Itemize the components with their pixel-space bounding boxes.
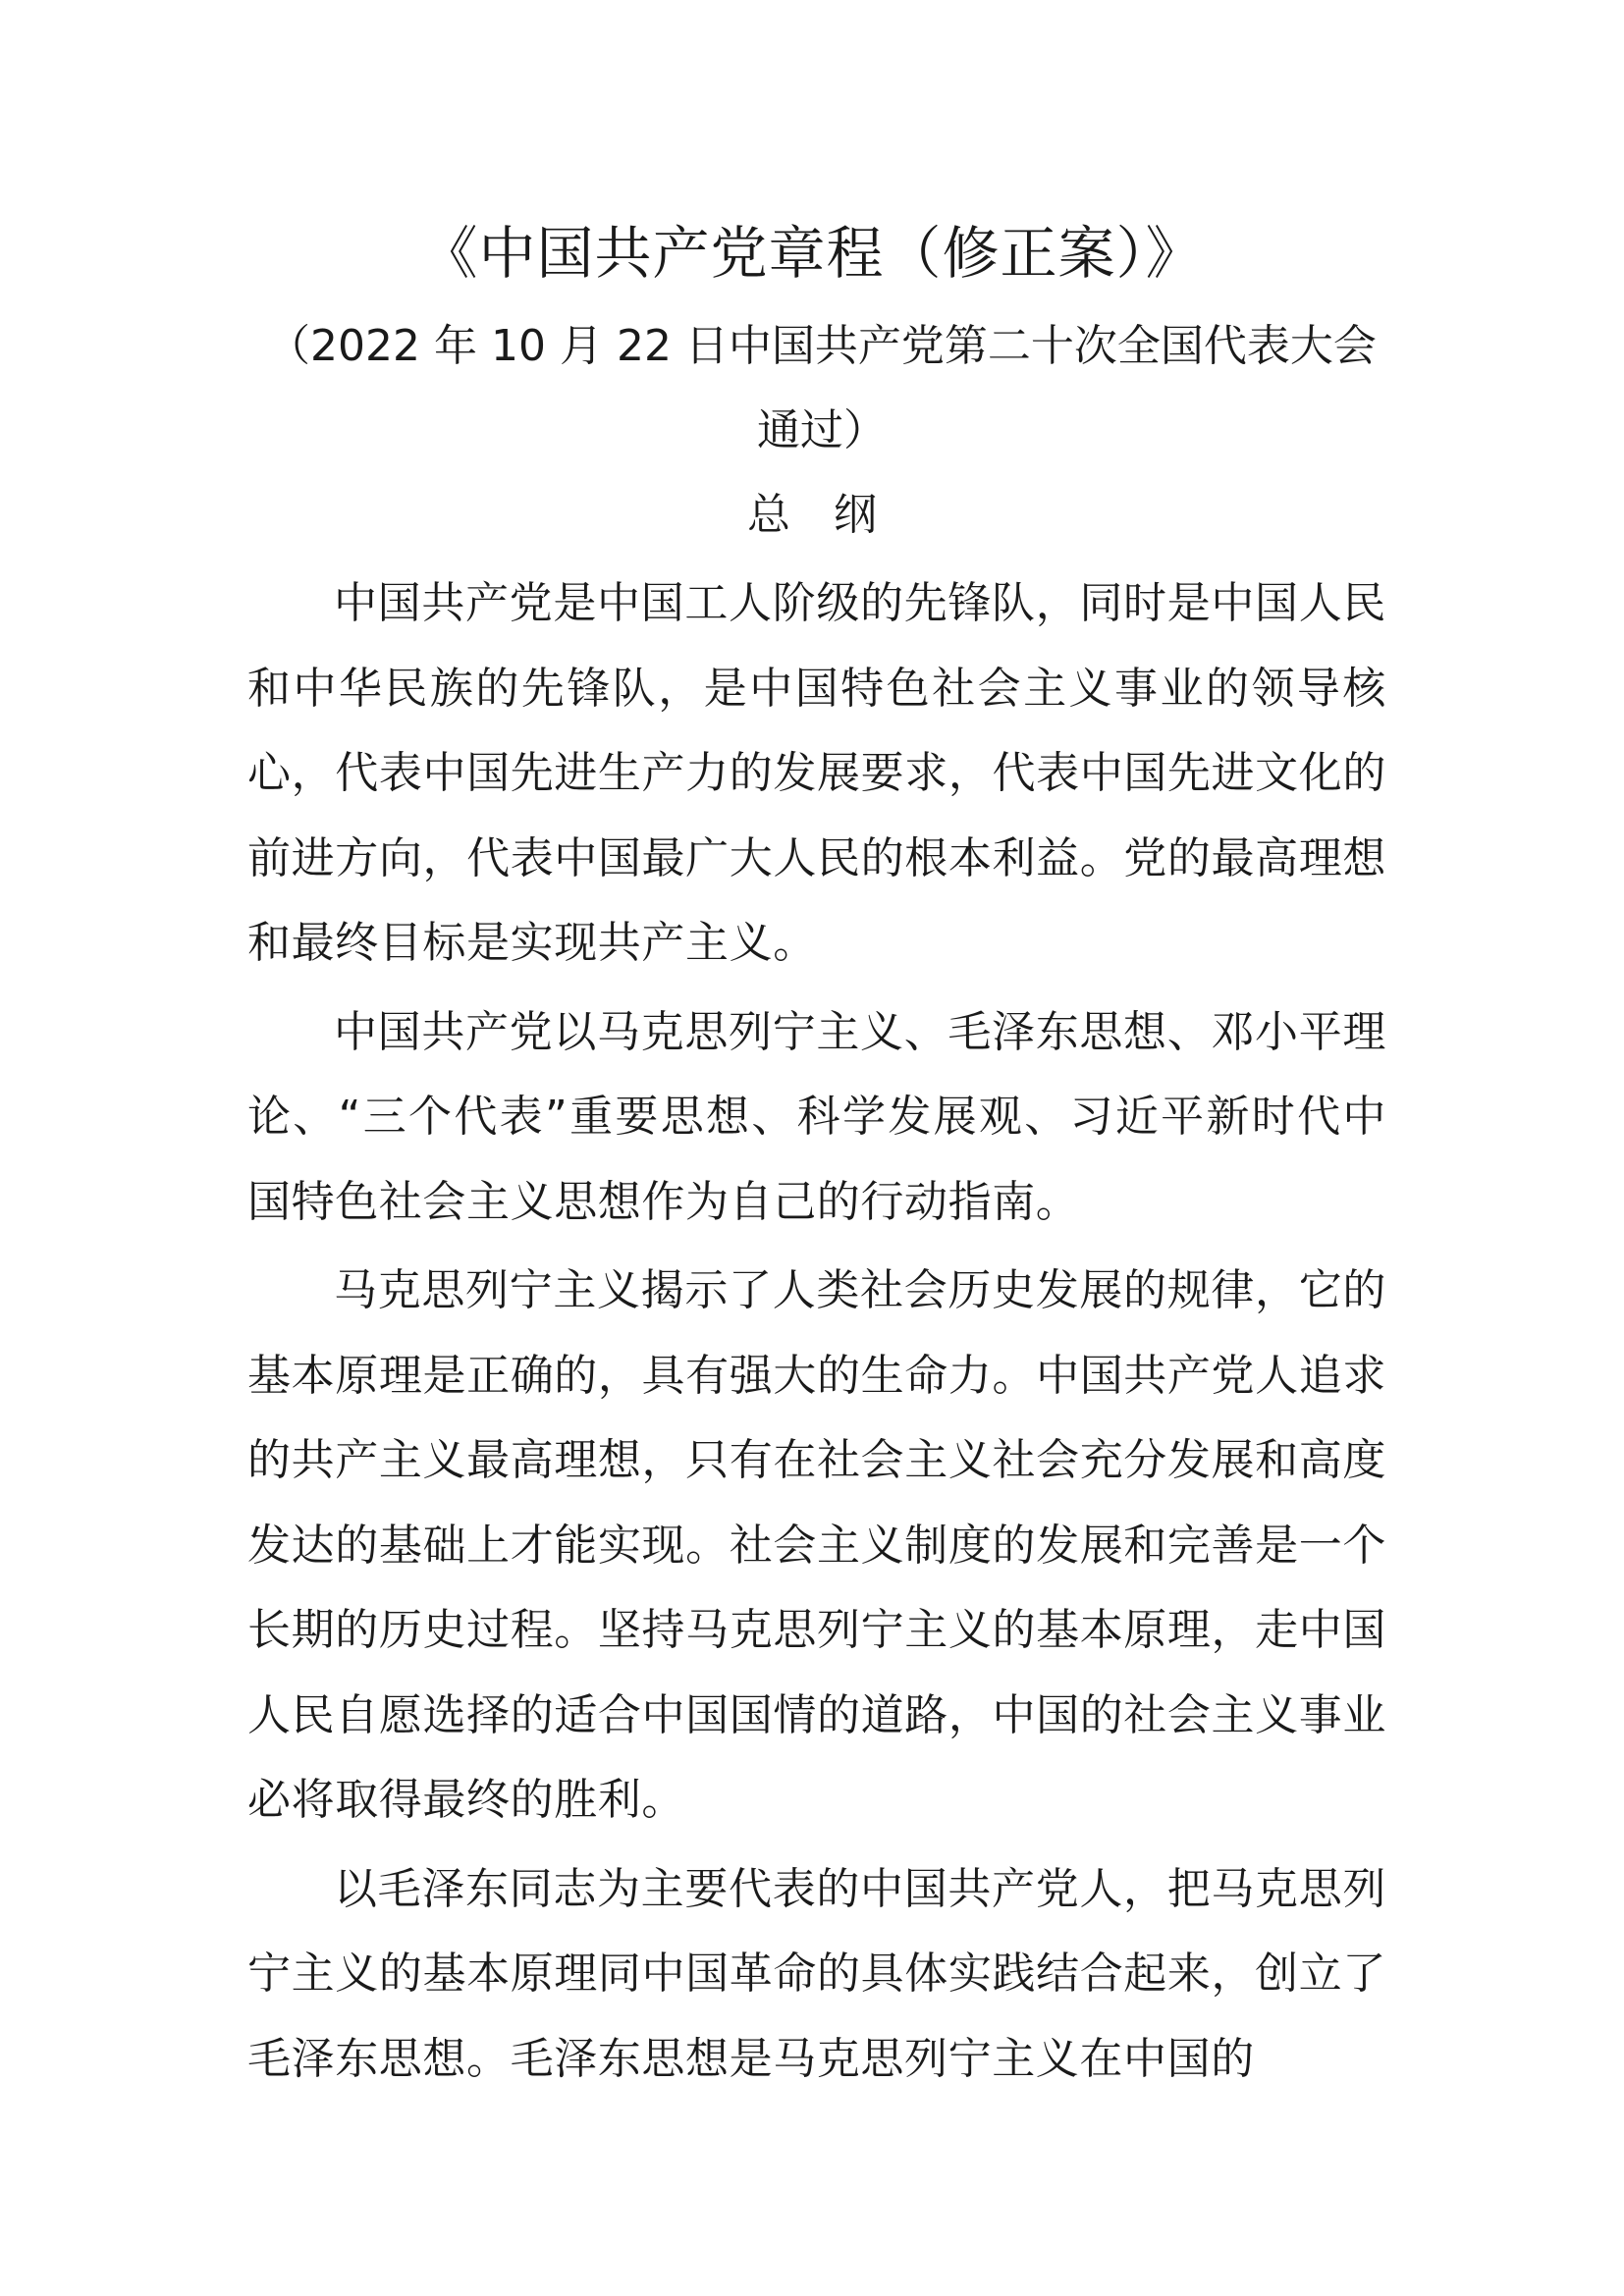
document-body	[247, 561, 1386, 2106]
section-heading: 总 纲	[747, 490, 877, 540]
paragraph: 中国共产党是中国工人阶级的先锋队，同时是中国人民和中华民族的先锋队，是中国特色社会主义事业的领导核心，代表中国先进生产力的发展要求，代表中国先进文化的前进方向，代表中国最广大人民的根本利益。党的最高理想和最终目标是实现共产主义。	[247, 578, 1386, 968]
document-title: 《中国共产党章程（修正案）》	[420, 220, 1204, 287]
paragraph: 马克思列宁主义揭示了人类社会历史发展的规律，它的基本原理是正确的，具有强大的生命力。中国共产党人追求的共产主义最高理想，只有在社会主义社会充分发展和高度发达的基础上才能实现。社会主义制度的发展和完善是一个长期的历史过程。坚持马克思列宁主义的基本原理，走中国人民自愿选择的适合中国国情的道路，中国的社会主义事业必将取得最终的胜利。	[247, 1265, 1386, 1825]
paragraph: 以毛泽东同志为主要代表的中国共产党人，把马克思列宁主义的基本原理同中国革命的具体实践结合起来，创立了毛泽东思想。毛泽东思想是马克思列宁主义在中国的	[247, 1863, 1386, 2084]
document-subtitle: （2022 年 10 月 22 日中国共产党第二十次全国代表大会通过）	[267, 321, 1377, 455]
paragraph: 中国共产党以马克思列宁主义、毛泽东思想、邓小平理论、“三个代表”重要思想、科学发展观、习近平新时代中国特色社会主义思想作为自己的行动指南。	[247, 1006, 1386, 1227]
